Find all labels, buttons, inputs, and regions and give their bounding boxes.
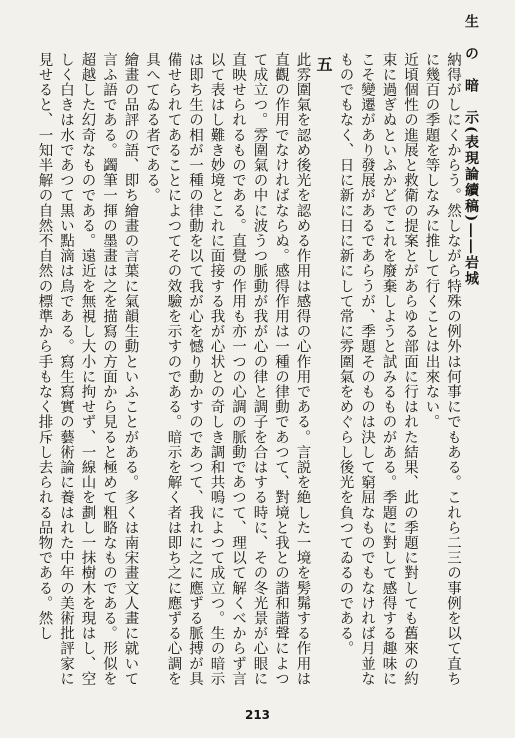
vertical-text-body xyxy=(26,52,463,692)
running-header: 生 の 暗 示(表現論續稿)――岩城 xyxy=(463,14,479,288)
page-number: 213 xyxy=(244,708,271,722)
paragraph-2: 近頃個性の進展と救衛の提案とがあらゆる部面に行はれた結果、此の季題に對しても舊來の約束に過ぎぬといふかどでこれを廢棄しようと試みるものがある。季題に對して感得する趣味にこそ變遷があり發展があるであらうが、季題そのものは決して窮屈なものでもなければ月並なものでもなく、日に新に日に新にして常に雰圍氣をめぐらし後光を負つてゐるのである。 xyxy=(337,52,418,687)
paragraph-4: 繪畫の品評の語、即ち繪畫の言葉に氣韻生動といふことがある。多くは南宋畫文人畫に就いて言ふ語である。蠲筆一揮の墨畫は之を描寫の方面から見ると極めて粗略なものである。形似を超越した幻奇なものである。遠近を無視し大小に拘せず、一線山を劃し一抹樹木を現はし、空しく白きは水であつて黒い點滴は鳥である。寫生寫實の藝術論に養はれた中年の美術批評家に見せると、一知半解の自然不自然の標準から手もなく排斥し去られる品物である。然し xyxy=(36,52,139,687)
section-heading: 五 xyxy=(314,56,333,73)
paragraph-1: 納得がしにくからう。然しながら特殊の例外は何事にでもある。これら二三の事例を以て直ちに幾百の季題を等しなみに推して行くことは出來ない。 xyxy=(423,52,461,687)
paragraph-3: 此雰圍氣を認め後光を認める作用は感得の心作用である。言説を絶した一境を髣髴する作用は直觀の作用でなければならぬ。感得作用は一種の律動であつて、對境と我との諧和諧聲によつて成立つ。雰圍氣の中に波うつ脈動が我が心の律と調子を合はする時に、その冬光景が心眼に直映せられるものである。直覺の作用も亦一つの心調の脈動であつて、理以て解くべからず言以て表はし難き妙境とこれに面接する我が心状との奇しき調和共鳴によつて成立つ。生の暗示は即ち生の相が一種の律動を以て我が心を憾り動かすのであつて、我れに之に應ずる脈搏が具備せられてあることによつてその效驗を示すのである。暗示を解く者は即ち之に應ずる心調を具へてゐる者である。 xyxy=(144,52,311,687)
